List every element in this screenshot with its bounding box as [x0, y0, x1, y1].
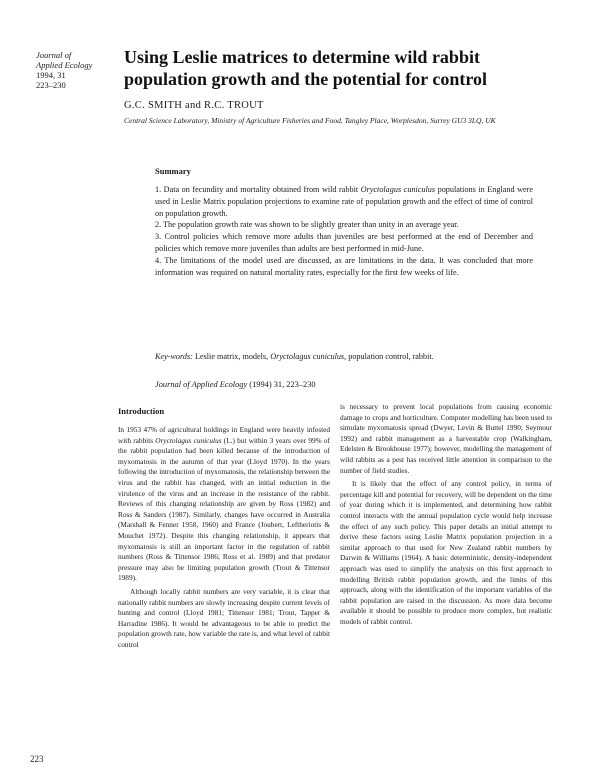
summary-body [155, 184, 533, 278]
journal-info [36, 50, 116, 90]
journal-name-line2: Applied Ecology [36, 60, 93, 70]
right-column [340, 402, 552, 627]
keywords-label: Key-words: [155, 352, 193, 361]
summary-heading: Summary [155, 166, 191, 176]
intro-paragraph-2: Although locally rabbit numbers are very variable, it is clear that nationally rabbit numbers are slowly increasing despite current levels of hunting and control (Lloyd 1981; Tittensor 1981; Trout, Tapper & Harradine 1986). It would be advantageous to be able to predict the population growth rate, how variable the rate is, and what level of rabbit control [118, 586, 330, 649]
summary-point-2: 2. The population growth rate was shown to be slightly greater than unity in an average year. [155, 220, 459, 230]
citation-journal: Journal of Applied Ecology [155, 380, 248, 389]
intro-paragraph-3: is necessary to prevent local populations from causing economic damage to crops and horticulture. Computer modelling has been used to simulate myxomatosis spread (Dwyer, Levin & Buttel 1990; Seymour 1992) and rabbit management as a harvestable crop (Walkingham, Edelsten & Brookhouse 1977); however, modelling the management of wild rabbits as a pest has received little attention in comparison to the number of field studies. [340, 402, 552, 475]
journal-name-line1: Journal of [36, 50, 72, 60]
summary-point-4: 4. The limitations of the model used are discussed, as are limitations in the data. It was concluded that more information was required on natural mortality rates, especially for the first few weeks of life. [155, 255, 533, 277]
keywords-species: Oryctolagus cuniculus [270, 352, 345, 361]
keywords: Key-words: Leslie matrix, models, Oryctolagus cuniculus, population control, rabbit. [155, 352, 434, 361]
authors: G.C. SMITH and R.C. TROUT [124, 100, 264, 111]
summary-point-3: 3. Control policies which remove more adults than juveniles are best performed at the end of December and policies which remove more juveniles than adults are best performed in mid-June. [155, 232, 533, 253]
intro-paragraph-4: It is likely that the effect of any control policy, in terms of percentage kill and potential for recovery, will be dependent on the time of year during which it is implemented, and determining how rabbit control interacts with the annual population cycle would help increase the effect of any such policy. This paper details an initial attempt to derive these factors using Leslie Matrix population projection in a similar approach to that used for New Zealand rabbit numbers by Darwin & Williams (1964). A basic deterministic, density-independent approach was used to simplify the analysis on this first approach to modelling British rabbit population growth, and the limits of this approach, along with the identification of the important variables of the rabbit population are raised in the discussion. As more data become available it should be possible to produce more complex, but realistic models of rabbit control. [340, 479, 552, 626]
page-number: 223 [30, 754, 44, 764]
citation [155, 380, 533, 389]
title-line-1: Using Leslie matrices to determine wild rabbit [124, 47, 480, 67]
summary-point-1: 1. Data on fecundity and mortality obtained from wild rabbit Oryctolagus cuniculus populations in England were used in Leslie Matrix population projections to examine rate of population growth and the effect of time of control on population growth. [155, 185, 533, 218]
journal-year-volume: 1994, 31 [36, 70, 66, 80]
introduction-heading: Introduction [118, 406, 165, 416]
species-name: Oryctolagus cuniculus [360, 185, 436, 194]
article-title [124, 46, 544, 90]
citation-details: (1994) 31, 223–230 [247, 380, 316, 389]
affiliation: Central Science Laboratory, Ministry of Agriculture Fisheries and Food, Tangley Place, Worplesdon, Surrey GU3 3LQ, UK [124, 116, 496, 125]
intro-paragraph-1: In 1953 47% of agricultural holdings in England were heavily infested with rabbits Oryctolagus cuniculus (L.) but within 3 years over 99% of the rabbit population had been killed because of the introduction of myxomatosis in the autumn of that year (Lloyd 1970). In the years following the introduction of myxomatosis, the relationship between the virus and the rabbit has changed, with an initial reduction in the virulence of the virus and an increase in the resistance of the rabbit. Reviews of this changing relationship are given by Ross (1982) and Ross & Sanders (1987). Similarly, changes have occurred in Australia (Marshall & Fenner 1958, 1960) and France (Joubert, Leftheriotis & Mouchet 1972). Despite this changing relationship, it appears that myxomatosis is still an important factor in the regulation of rabbit numbers (Ross & Tittensor 1986; Ross et al. 1989) and that predator pressure may also be limiting population growth (Trout & Tittensor 1989). [118, 425, 330, 583]
journal-pages: 223–230 [36, 80, 66, 90]
left-column [118, 425, 330, 650]
title-line-2: population growth and the potential for control [124, 69, 488, 89]
